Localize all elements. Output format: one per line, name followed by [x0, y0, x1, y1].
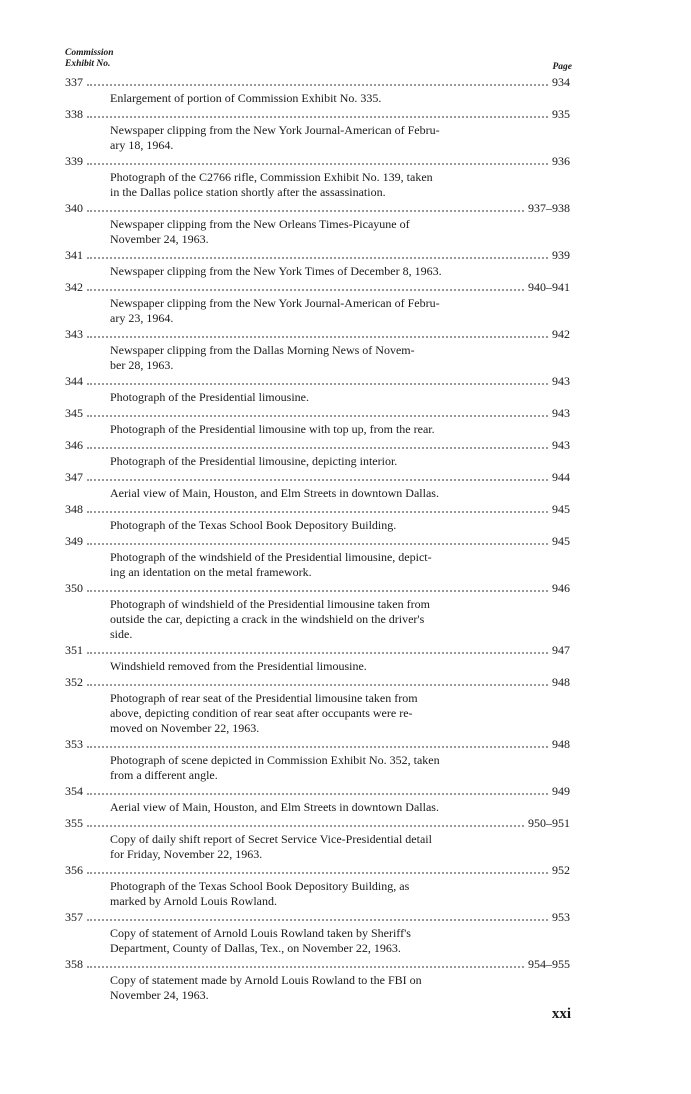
description-line: Aerial view of Main, Houston, and Elm Streets in downtown Dallas. — [110, 800, 439, 814]
exhibit-entry — [65, 200, 570, 247]
header-page: Page — [552, 62, 572, 72]
exhibit-list — [65, 74, 570, 1003]
header-commission: Commission — [65, 48, 114, 58]
description-line: from a different angle. — [110, 768, 218, 782]
dot-leader — [87, 919, 548, 921]
description-line: ary 23, 1964. — [110, 311, 174, 325]
description-line: Photograph of the windshield of the Presidential limousine, depict- — [110, 550, 432, 564]
exhibit-page: 939 — [552, 248, 570, 262]
exhibit-number-line — [65, 909, 570, 926]
exhibit-page: 944 — [552, 470, 570, 484]
exhibit-description — [110, 343, 553, 373]
exhibit-number-line — [65, 469, 570, 486]
dot-leader — [87, 336, 548, 338]
exhibit-description — [110, 264, 553, 279]
exhibit-description — [110, 296, 553, 326]
exhibit-entry — [65, 469, 570, 501]
dot-leader — [87, 163, 548, 165]
page-number: xxi — [551, 1006, 571, 1022]
dot-leader — [87, 872, 548, 874]
description-line: ing an identation on the metal framework. — [110, 565, 312, 579]
exhibit-description — [110, 422, 553, 437]
exhibit-page: 948 — [552, 737, 570, 751]
description-line: Copy of statement of Arnold Louis Rowland taken by Sheriff's — [110, 926, 411, 940]
exhibit-number: 342 — [65, 280, 83, 294]
exhibit-number-line — [65, 247, 570, 264]
dot-leader — [87, 116, 548, 118]
description-line: for Friday, November 22, 1963. — [110, 847, 263, 861]
exhibit-number-line — [65, 815, 570, 832]
exhibit-page: 943 — [552, 438, 570, 452]
exhibit-entry — [65, 405, 570, 437]
dot-leader — [87, 447, 548, 449]
dot-leader — [87, 383, 548, 385]
exhibit-number: 358 — [65, 957, 83, 971]
exhibit-page: 945 — [552, 502, 570, 516]
exhibit-entry — [65, 533, 570, 580]
exhibit-description — [110, 518, 553, 533]
exhibit-number-line — [65, 580, 570, 597]
description-line: Photograph of the C2766 rifle, Commission Exhibit No. 139, taken — [110, 170, 433, 184]
exhibit-description — [110, 390, 553, 405]
exhibit-entry — [65, 956, 570, 1003]
exhibit-entry — [65, 279, 570, 326]
description-line: Photograph of the Texas School Book Depository Building, as — [110, 879, 410, 893]
exhibit-number-line — [65, 736, 570, 753]
exhibit-number: 347 — [65, 470, 83, 484]
dot-leader — [87, 684, 548, 686]
description-line: Aerial view of Main, Houston, and Elm Streets in downtown Dallas. — [110, 486, 439, 500]
exhibit-page: 943 — [552, 374, 570, 388]
dot-leader — [87, 543, 548, 545]
exhibit-page: 946 — [552, 581, 570, 595]
exhibit-page: 937–938 — [528, 201, 570, 215]
exhibit-description — [110, 486, 553, 501]
exhibit-number: 352 — [65, 675, 83, 689]
header-exhibit-no: Exhibit No. — [65, 58, 111, 69]
description-line: November 24, 1963. — [110, 988, 209, 1002]
exhibit-number: 349 — [65, 534, 83, 548]
description-line: Newspaper clipping from the New York Times of December 8, 1963. — [110, 264, 442, 278]
exhibit-description — [110, 753, 553, 783]
exhibit-entry — [65, 736, 570, 783]
description-line: marked by Arnold Louis Rowland. — [110, 894, 277, 908]
exhibit-page: 945 — [552, 534, 570, 548]
dot-leader — [87, 652, 548, 654]
exhibit-description — [110, 691, 553, 736]
exhibit-entry — [65, 74, 570, 106]
exhibit-number-line — [65, 279, 570, 296]
exhibit-page: 954–955 — [528, 957, 570, 971]
exhibit-number: 344 — [65, 374, 83, 388]
exhibit-number-line — [65, 373, 570, 390]
description-line: Copy of daily shift report of Secret Service Vice-Presidential detail — [110, 832, 432, 846]
description-line: ber 28, 1963. — [110, 358, 174, 372]
exhibit-number: 356 — [65, 863, 83, 877]
exhibit-number: 351 — [65, 643, 83, 657]
exhibit-entry — [65, 674, 570, 736]
exhibit-number-line — [65, 74, 570, 91]
description-line: Department, County of Dallas, Tex., on November 22, 1963. — [110, 941, 401, 955]
exhibit-description — [110, 123, 553, 153]
exhibit-number: 340 — [65, 201, 83, 215]
exhibit-page: 942 — [552, 327, 570, 341]
description-line: Photograph of the Presidential limousine, depicting interior. — [110, 454, 398, 468]
description-line: Photograph of the Presidential limousine. — [110, 390, 309, 404]
description-line: November 24, 1963. — [110, 232, 209, 246]
exhibit-number-line — [65, 956, 570, 973]
exhibit-page: 936 — [552, 154, 570, 168]
dot-leader — [87, 825, 524, 827]
dot-leader — [87, 746, 548, 748]
description-line: Newspaper clipping from the Dallas Morning News of Novem- — [110, 343, 415, 357]
description-line: Photograph of the Texas School Book Depository Building. — [110, 518, 397, 532]
header-left — [65, 48, 114, 69]
exhibit-number: 341 — [65, 248, 83, 262]
exhibit-page: 950–951 — [528, 816, 570, 830]
description-line: Photograph of the Presidential limousine with top up, from the rear. — [110, 422, 435, 436]
dot-leader — [87, 289, 524, 291]
description-line: above, depicting condition of rear seat after occupants were re- — [110, 706, 413, 720]
description-line: Photograph of windshield of the Presidential limousine taken from — [110, 597, 430, 611]
dot-leader — [87, 590, 548, 592]
exhibit-page: 934 — [552, 75, 570, 89]
dot-leader — [87, 793, 548, 795]
exhibit-number: 337 — [65, 75, 83, 89]
exhibit-entry — [65, 580, 570, 642]
exhibit-number: 357 — [65, 910, 83, 924]
description-line: Newspaper clipping from the New York Journal-American of Febru- — [110, 123, 440, 137]
description-line: in the Dallas police station shortly after the assassination. — [110, 185, 386, 199]
description-line: moved on November 22, 1963. — [110, 721, 260, 735]
dot-leader — [87, 415, 548, 417]
description-line: side. — [110, 627, 133, 641]
exhibit-entry — [65, 153, 570, 200]
exhibit-description — [110, 550, 553, 580]
exhibit-number-line — [65, 642, 570, 659]
description-line: Photograph of scene depicted in Commission Exhibit No. 352, taken — [110, 753, 440, 767]
exhibit-page: 935 — [552, 107, 570, 121]
exhibit-page: 952 — [552, 863, 570, 877]
exhibit-page: 948 — [552, 675, 570, 689]
exhibit-description — [110, 973, 553, 1003]
exhibit-number-line — [65, 106, 570, 123]
exhibit-description — [110, 454, 553, 469]
exhibit-page: 949 — [552, 784, 570, 798]
exhibit-number-line — [65, 200, 570, 217]
exhibit-description — [110, 91, 553, 106]
exhibit-entry — [65, 326, 570, 373]
exhibit-entry — [65, 909, 570, 956]
exhibit-entry — [65, 783, 570, 815]
exhibit-number: 355 — [65, 816, 83, 830]
exhibit-number: 346 — [65, 438, 83, 452]
dot-leader — [87, 479, 548, 481]
exhibit-number: 339 — [65, 154, 83, 168]
exhibit-number: 354 — [65, 784, 83, 798]
exhibit-number: 343 — [65, 327, 83, 341]
description-line: ary 18, 1964. — [110, 138, 174, 152]
description-line: Photograph of rear seat of the Presidential limousine taken from — [110, 691, 418, 705]
exhibit-number-line — [65, 783, 570, 800]
exhibit-index-page — [65, 48, 570, 1003]
exhibit-number-line — [65, 437, 570, 454]
exhibit-entry — [65, 373, 570, 405]
description-line: Newspaper clipping from the New York Journal-American of Febru- — [110, 296, 440, 310]
description-line: Newspaper clipping from the New Orleans Times-Picayune of — [110, 217, 410, 231]
description-line: Enlargement of portion of Commission Exhibit No. 335. — [110, 91, 382, 105]
exhibit-number: 338 — [65, 107, 83, 121]
exhibit-number-line — [65, 674, 570, 691]
exhibit-number-line — [65, 405, 570, 422]
description-line: outside the car, depicting a crack in the windshield on the driver's — [110, 612, 425, 626]
exhibit-entry — [65, 247, 570, 279]
exhibit-entry — [65, 642, 570, 674]
exhibit-entry — [65, 437, 570, 469]
description-line: Copy of statement made by Arnold Louis Rowland to the FBI on — [110, 973, 422, 987]
exhibit-number-line — [65, 326, 570, 343]
dot-leader — [87, 257, 548, 259]
exhibit-number: 345 — [65, 406, 83, 420]
dot-leader — [87, 966, 524, 968]
column-header — [65, 48, 570, 74]
exhibit-number-line — [65, 501, 570, 518]
exhibit-entry — [65, 501, 570, 533]
exhibit-number-line — [65, 533, 570, 550]
exhibit-description — [110, 800, 553, 815]
exhibit-number-line — [65, 862, 570, 879]
exhibit-description — [110, 170, 553, 200]
exhibit-entry — [65, 106, 570, 153]
exhibit-description — [110, 217, 553, 247]
exhibit-page: 940–941 — [528, 280, 570, 294]
exhibit-page: 953 — [552, 910, 570, 924]
exhibit-number: 353 — [65, 737, 83, 751]
dot-leader — [87, 210, 524, 212]
description-line: Windshield removed from the Presidential limousine. — [110, 659, 367, 673]
exhibit-page: 947 — [552, 643, 570, 657]
exhibit-number: 348 — [65, 502, 83, 516]
exhibit-entry — [65, 815, 570, 862]
exhibit-description — [110, 926, 553, 956]
exhibit-number: 350 — [65, 581, 83, 595]
dot-leader — [87, 511, 548, 513]
exhibit-page: 943 — [552, 406, 570, 420]
exhibit-description — [110, 597, 553, 642]
exhibit-entry — [65, 862, 570, 909]
exhibit-number-line — [65, 153, 570, 170]
exhibit-description — [110, 659, 553, 674]
dot-leader — [87, 84, 548, 86]
exhibit-description — [110, 879, 553, 909]
exhibit-description — [110, 832, 553, 862]
